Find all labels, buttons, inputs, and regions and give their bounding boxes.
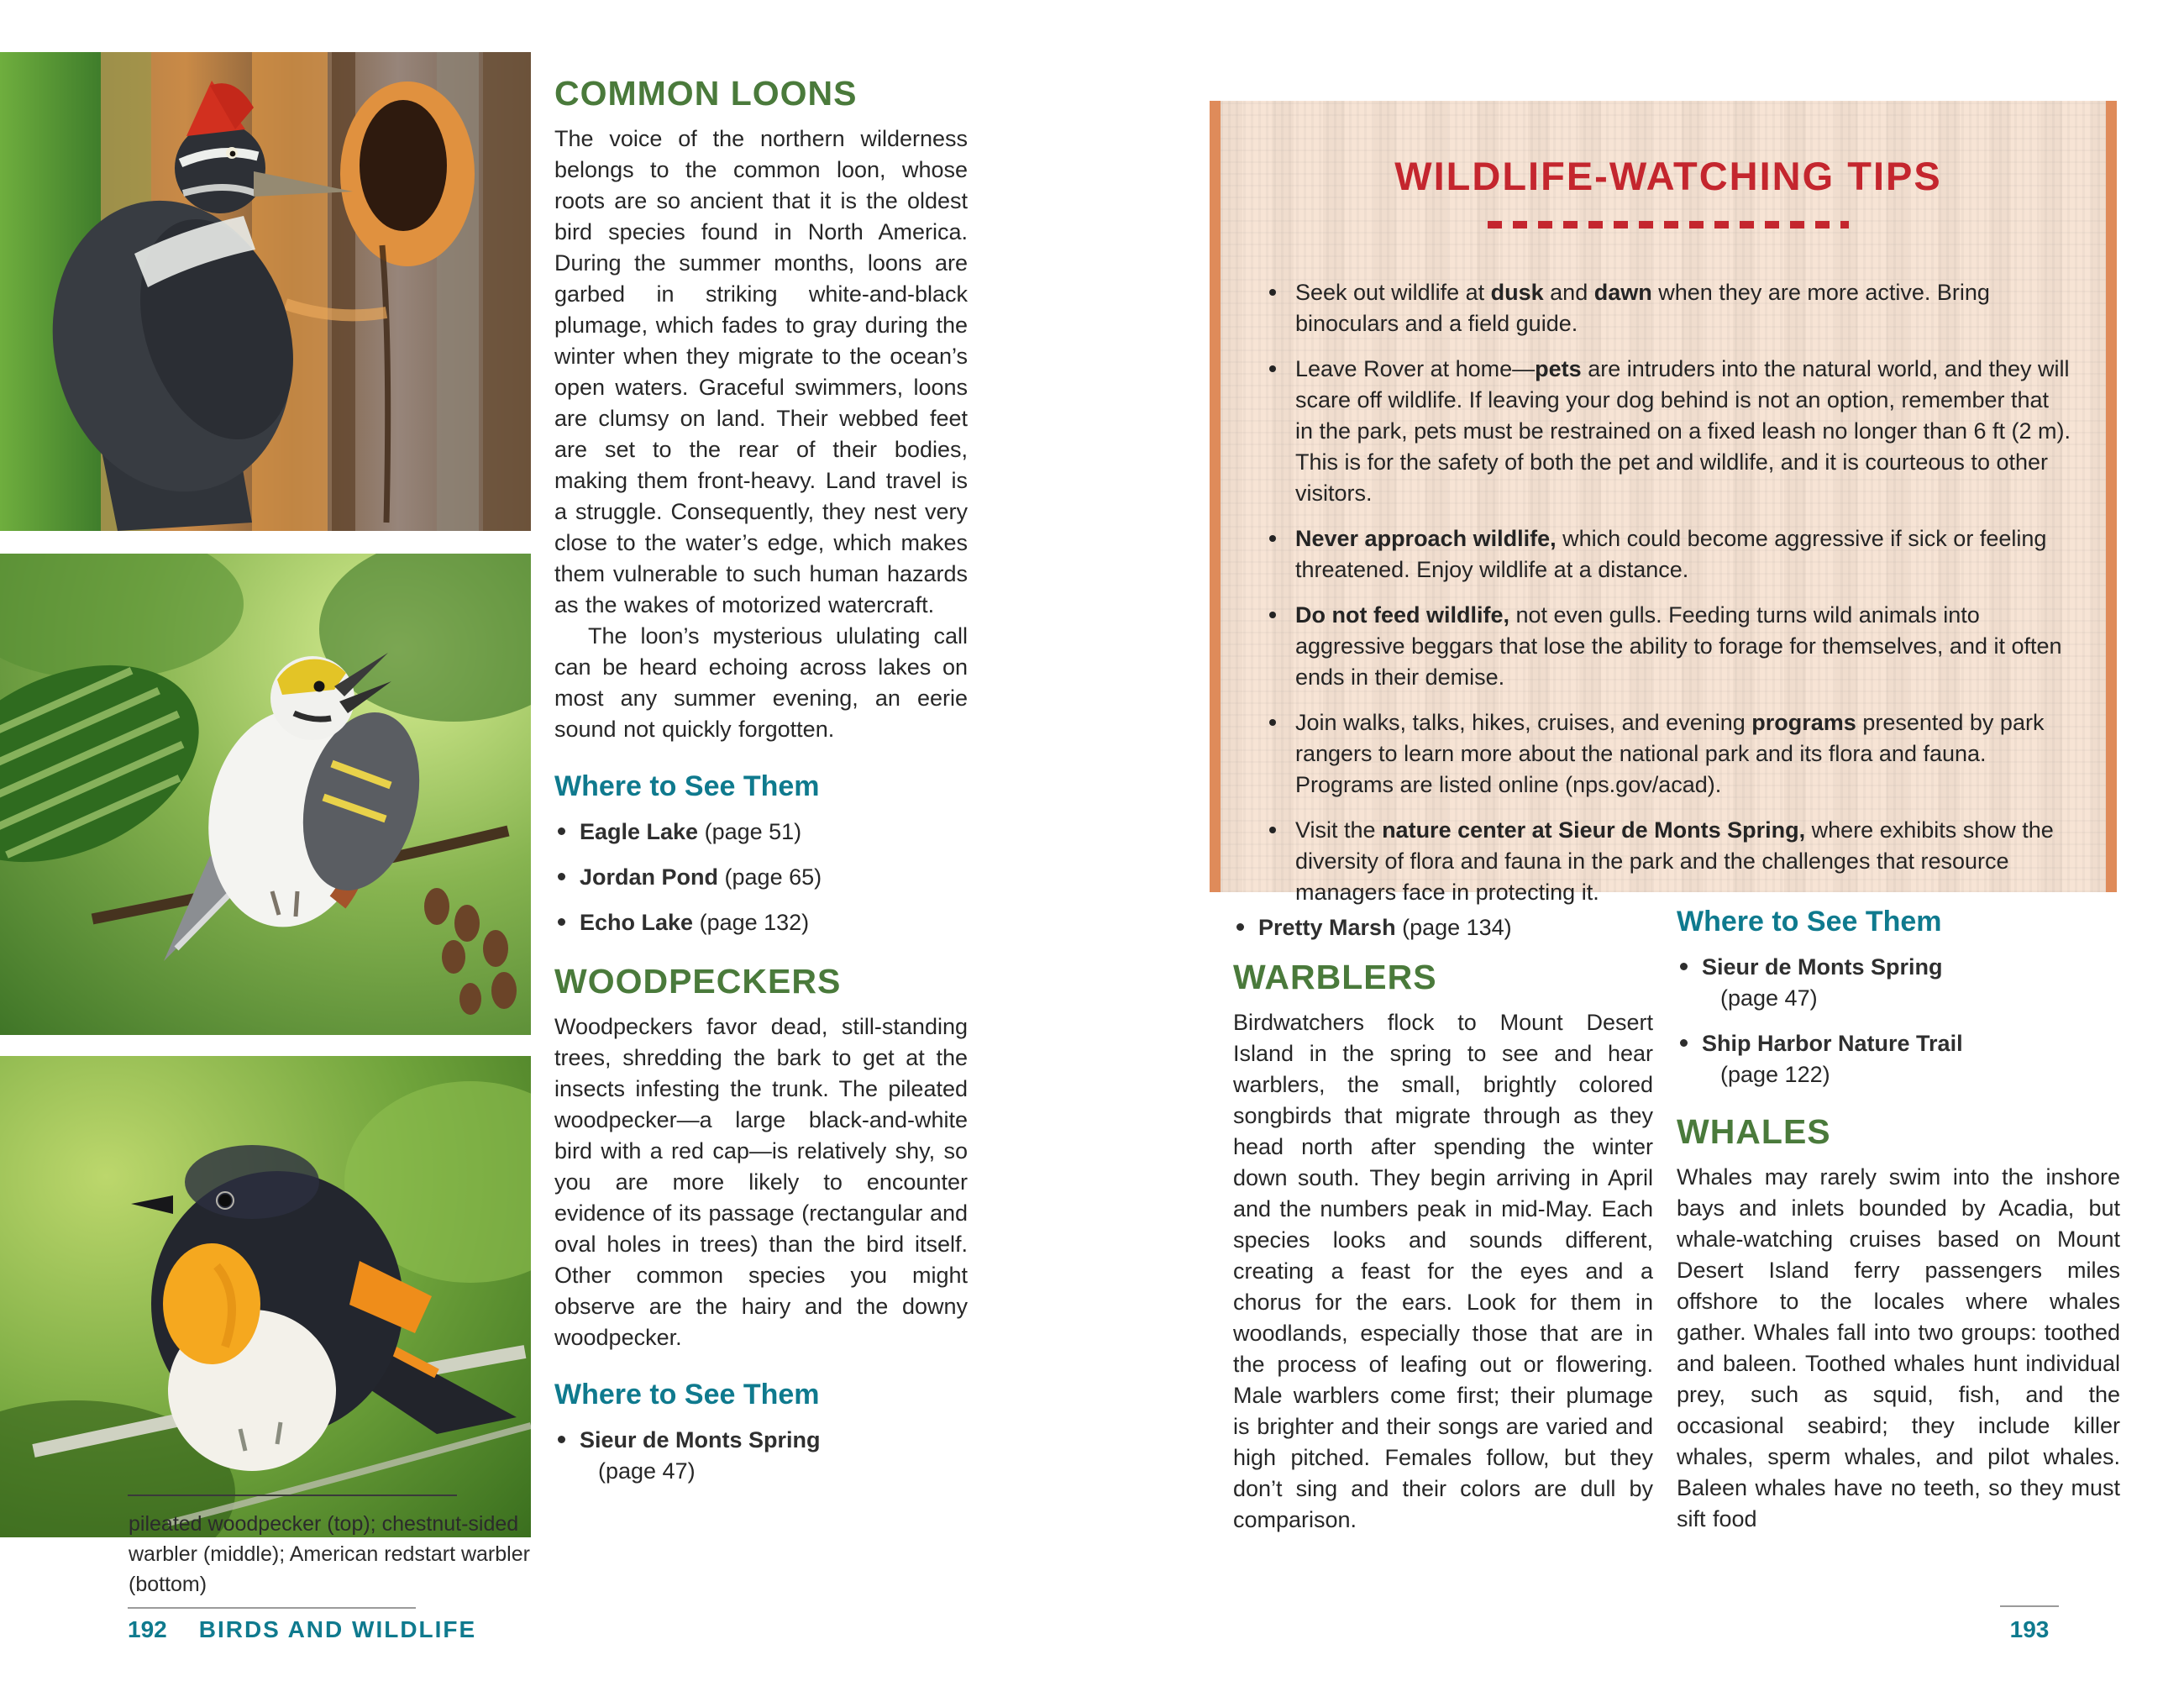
left-page-number: 192	[128, 1616, 167, 1642]
woodpeckers-paragraph: Woodpeckers favor dead, still-standing trees, shredding the bark to get at the insects infesting the trunk. The pileated woodpecker—a large black-and-white bird with a red cap—is relatively shy, so you are more likely to encounter evidence of its passage (rectangular and oval holes in trees) than the bird itself. Other common species you might observe are the hairy and the downy woodpecker.	[554, 1014, 968, 1350]
warblers-paragraph: Birdwatchers flock to Mount Desert Island in the spring to see and hear warblers, the small, brightly colored songbirds that migrate through as they head north after spending the winter down south. They begin arriving in April and the numbers peak in mid-May. Each species looks and sounds different, creating a feast for the eyes and a chorus for the ears. Look for them in woodlands, especially those that are in the process of leafing out or flowering. Male warblers come first; their plumage is brighter and their songs are varied and high pitched. Females follow, but they don’t sing and their colors are dull by comparison.	[1233, 1010, 1653, 1532]
woodpeckers-heading: WOODPECKERS	[554, 962, 842, 1001]
section-title: BIRDS AND WILDLIFE	[198, 1616, 477, 1642]
tip-item: Seek out wildlife at dusk and dawn when they are more active. Bring binoculars and a field guide.	[1264, 277, 2072, 339]
place-item: Sieur de Monts Spring (page 47)	[554, 1425, 968, 1487]
common-loons-paragraph-1: The voice of the northern wilderness belongs to the common loon, whose roots are so ancient that it is the oldest bird species found in North America. During the summer months, loons are garbed in striking white-and-black plumage, which fades to gray during the winter when they migrate to the ocean’s open waters. Graceful swimmers, loons are clumsy on land. Their webbed feet are set to the rear of their bodies, making them front-heavy. Land travel is a struggle. Consequently, they nest very close to the water’s edge, which makes them vulnerable to such human hazards as the wakes of motorized watercraft.	[554, 126, 968, 617]
page-193	[1092, 0, 2184, 1702]
place-item: Sieur de Monts Spring (page 47)	[1677, 952, 2120, 1014]
left-page-footer	[128, 1616, 476, 1643]
chestnut-sided-warbler-illustration	[0, 554, 531, 1035]
right-page-left-column	[1233, 912, 1653, 1536]
american-redstart-illustration	[0, 1056, 531, 1537]
tip-item: Leave Rover at home—pets are intruders into the natural world, and they will scare off wildlife. If leaving your dog behind is not an option, remember that in the park, pets must be restrained on a fixed leash no longer than 6 ft (2 m). This is for the safety of both the pet and wildlife, and it is courteous to other visitors.	[1264, 354, 2072, 509]
tip-item: Do not feed wildlife, not even gulls. Feeding turns wild animals into aggressive beggars that lose the ability to forage for themselves, and it often ends in their demise.	[1264, 600, 2072, 693]
tip-item: Never approach wildlife, which could become aggressive if sick or feeling threatened. Enjoy wildlife at a distance.	[1264, 523, 2072, 586]
place-item: Echo Lake (page 132)	[554, 907, 968, 938]
right-page-number: 193	[2009, 1616, 2050, 1642]
right-footer-rule	[2000, 1605, 2059, 1607]
place-item: Jordan Pond (page 65)	[554, 862, 968, 893]
whales-heading: WHALES	[1677, 1112, 1831, 1151]
photo-chestnut-sided-warbler	[0, 554, 531, 1035]
tips-box-title: WILDLIFE-WATCHING TIPS	[1394, 154, 1942, 198]
place-item: Ship Harbor Nature Trail (page 122)	[1677, 1028, 2120, 1090]
tips-list	[1264, 277, 2072, 908]
tip-item: Join walks, talks, hikes, cruises, and evening programs presented by park rangers to learn more about the national park and its flora and fauna. Programs are listed online (nps.gov/acad).	[1264, 707, 2072, 801]
whales-paragraph: Whales may rarely swim into the inshore bays and inlets bounded by Acadia, but whale-watching cruises based on Mount Desert Island ferry passengers miles offshore to the locales where whales gather. Whales fall into two groups: toothed and baleen. Toothed whales hunt individual prey, such as squid, fish, and the occasional seabird; they include killer whales, sperm whales, and pilot whales. Baleen whales have no teeth, so they must sift food	[1677, 1164, 2120, 1531]
wildlife-watching-tips-box	[1210, 101, 2117, 905]
tips-dashed-divider	[1488, 221, 1849, 229]
caption-rule-top	[128, 1495, 457, 1496]
tip-item: Visit the nature center at Sieur de Monts Spring, where exhibits show the diversity of flora and fauna in the park and the challenges that resource managers face in protecting it.	[1264, 815, 2072, 908]
pileated-woodpecker-illustration	[0, 52, 531, 531]
whales-where-list	[1677, 952, 2120, 1090]
common-loons-paragraph-2: The loon’s mysterious ululating call can be heard echoing across lakes on most any summer evening, an eerie sound not quickly forgotten.	[554, 623, 968, 742]
photo-american-redstart	[0, 1056, 531, 1537]
common-loons-heading: COMMON LOONS	[554, 74, 858, 113]
loons-where-heading: Where to See Them	[554, 770, 820, 802]
loons-where-list	[554, 817, 968, 938]
right-page-right-column	[1677, 906, 2120, 1535]
whales-where-heading: Where to See Them	[1677, 906, 1942, 938]
woodpeckers-where-list	[554, 1425, 968, 1487]
woodpeckers-where-heading: Where to See Them	[554, 1379, 820, 1410]
place-item: Pretty Marsh (page 134)	[1233, 912, 1653, 943]
pretty-marsh-list	[1233, 912, 1653, 943]
photo-pileated-woodpecker	[0, 52, 531, 531]
caption-rule-bottom	[128, 1607, 416, 1609]
warblers-heading: WARBLERS	[1233, 958, 1437, 996]
photo-caption: pileated woodpecker (top); chestnut-sided warbler (middle); American redstart warbler (bottom)	[129, 1512, 530, 1596]
place-item: Eagle Lake (page 51)	[554, 817, 968, 848]
left-text-column	[554, 74, 968, 1501]
